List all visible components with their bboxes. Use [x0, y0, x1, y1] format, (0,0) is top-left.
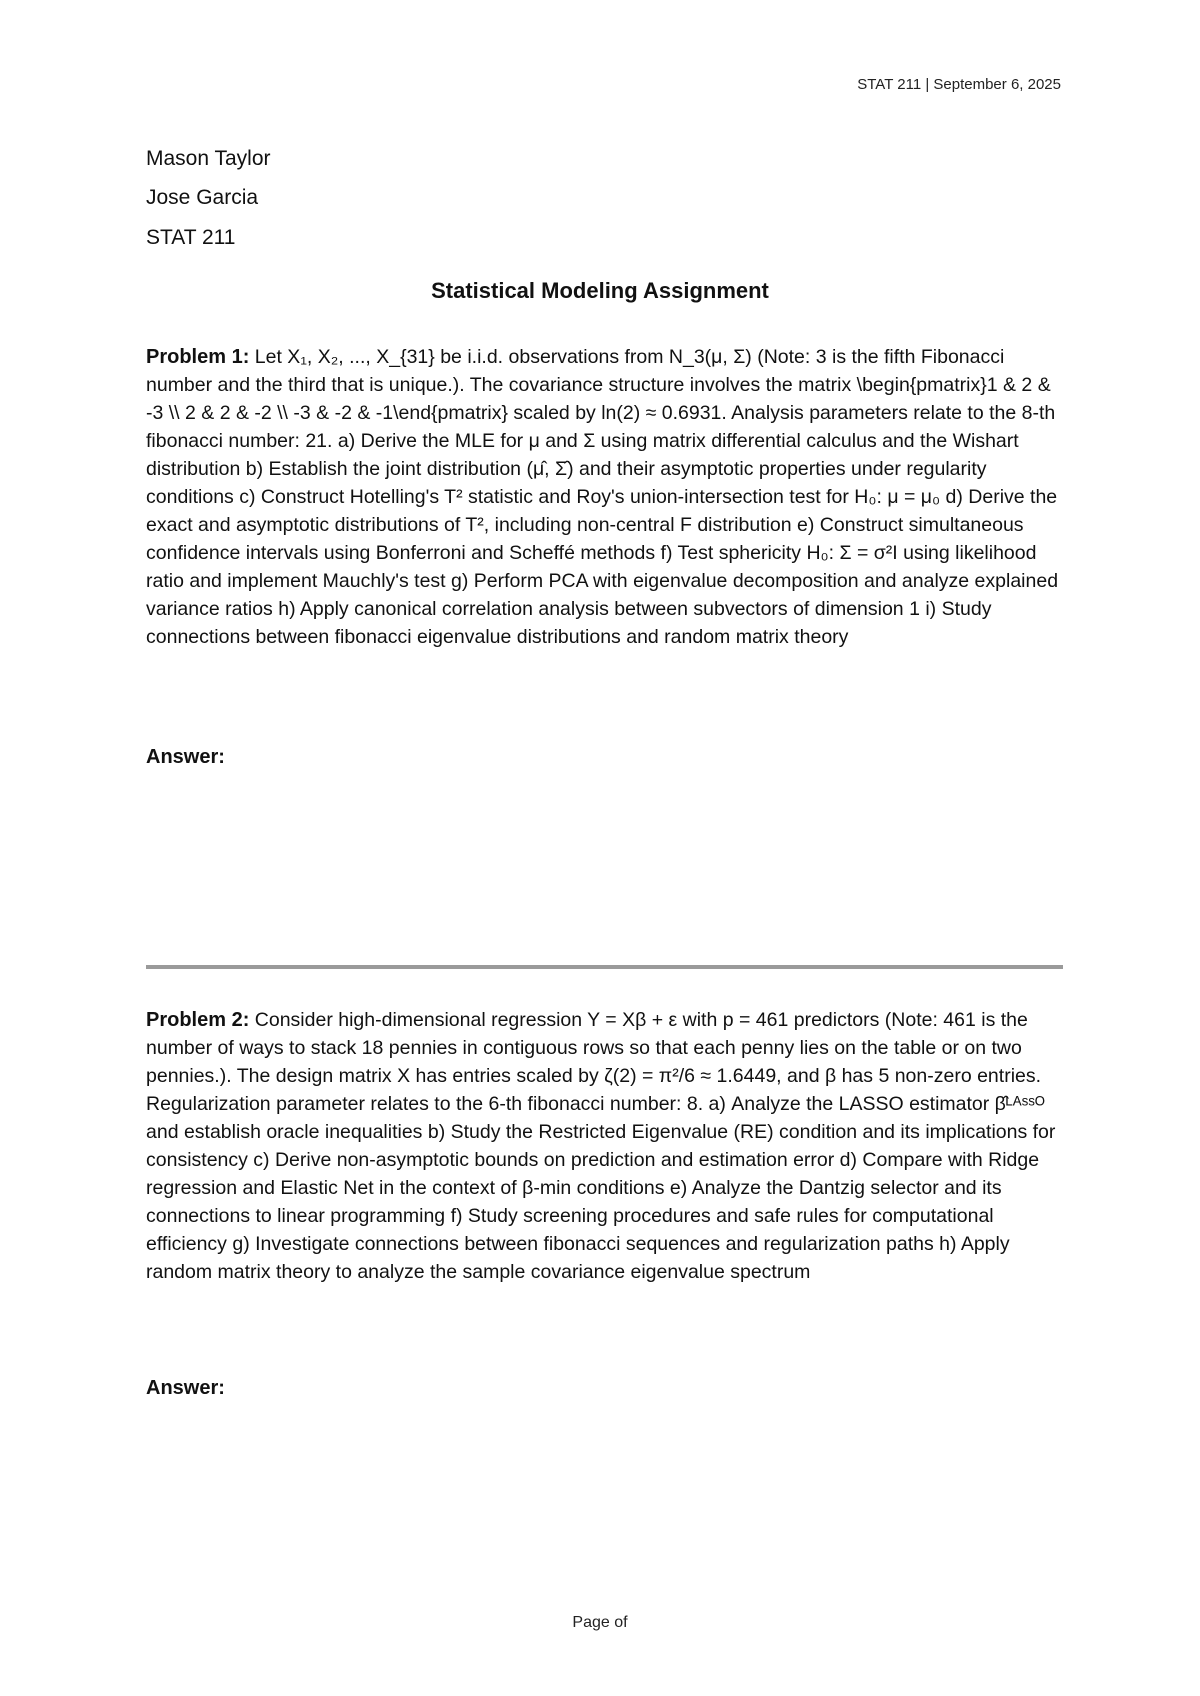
- header-course-date: STAT 211 | September 6, 2025: [857, 76, 1061, 93]
- problem-2: [146, 1006, 1062, 1286]
- problem-2-label: Problem 2:: [146, 1009, 250, 1031]
- problem-1: [146, 343, 1062, 651]
- section-divider: [146, 965, 1063, 969]
- author-name-1: Mason Taylor: [146, 147, 271, 170]
- course-name: STAT 211: [146, 226, 236, 249]
- document-title: Statistical Modeling Assignment: [431, 278, 769, 303]
- problem-2-answer-label: Answer:: [146, 1377, 225, 1399]
- author-name-2: Jose Garcia: [146, 186, 259, 209]
- problem-1-answer-label: Answer:: [146, 746, 225, 768]
- page-footer: Page of: [572, 1614, 628, 1631]
- problem-1-text: Let X₁, X₂, ..., X_{31} be i.i.d. observations from N_3(μ, Σ) (Note: 3 is the fifth Fibonacci number and the third that is unique.). The covariance structure involves the matrix \begin{pmatrix}1 & 2 & -3 \\ 2 & 2 & -2 \\ -3 & -2 & -1\end{pmatrix} scaled by ln(2) ≈ 0.6931. Analysis parameters relate to the 8-th fibonacci number: 21. a) Derive the MLE for μ and Σ using matrix differential calculus and the Wishart distribution b) Establish the joint distribution (μ̂, Σ̂) and their asymptotic properties under regularity conditions c) Construct Hotelling's T² statistic and Roy's union-intersection test for H₀: μ = μ₀ d) Derive the exact and asymptotic distributions of T², including non-central F distribution e) Construct simultaneous confidence intervals using Bonferroni and Scheffé methods f) Test sphericity H₀: Σ = σ²I using likelihood ratio and implement Mauchly's test g) Perform PCA with eigenvalue decomposition and analyze explained variance ratios h) Apply canonical correlation analysis between subvectors of dimension 1 i) Study connections between fibonacci eigenvalue distributions and random matrix theory: [146, 346, 1059, 648]
- problem-2-text: Consider high-dimensional regression Y = Xβ + ε with p = 461 predictors (Note: 461 is the number of ways to stack 18 pennies in contiguous rows so that each penny lies on the table or on two pennies.). The design matrix X has entries scaled by ζ(2) = π²/6 ≈ 1.6449, and β has 5 non-zero entries. Regularization parameter relates to the 6-th fibonacci number: 8. a) Analyze the LASSO estimator β̂ᴸᴬˢˢᴼ and establish oracle inequalities b) Study the Restricted Eigenvalue (RE) condition and its implications for consistency c) Derive non-asymptotic bounds on prediction and estimation error d) Compare with Ridge regression and Elastic Net in the context of β-min conditions e) Analyze the Dantzig selector and its connections to linear programming f) Study screening procedures and safe rules for computational efficiency g) Investigate connections between fibonacci sequences and regularization paths h) Apply random matrix theory to analyze the sample covariance eigenvalue spectrum: [146, 1009, 1056, 1283]
- problem-1-label: Problem 1:: [146, 346, 250, 368]
